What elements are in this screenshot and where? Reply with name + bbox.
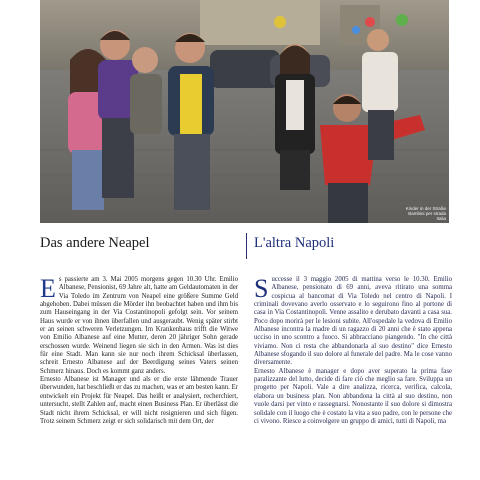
german-dropcap: E xyxy=(40,276,56,303)
german-paragraph-1: Es passierte am 3. Mai 2005 morgens gegen 10.30 Uhr. Emilio Albanese, Pensionist, 69 Jahre alt, hatte am Geldautomaten in der Via Toledo im Zentrum von Neapel eine größere Summe Geld abgehoben. Dabei müssen die Mörder ihn beobachtet haben und ihm bis zum Hauseingang in der Via Costantinopoli gefolgt sein. Vor seinem Haus wurde er von ihnen überfallen und ausgeraubt. Wenig später stirbt er an seinen schweren Verletzungen. Im Krankenhaus trifft die Witwe von Emilio Albanese auf eine Mutter, deren 20 jähriger Sohn gerade erschossen wurde. Weinend liegen sie sich in den Armen. Was ist dies für eine Stadt. Man kann sie nur noch ihrem Schicksal überlassen, schreit Ernesto Albanese auf der Beerdigung seines Vaters seinen Schmerz hinaus. Doch es kommt ganz anders. xyxy=(40,276,238,375)
column-divider xyxy=(246,233,247,259)
italian-paragraph-1: Successe il 3 maggio 2005 di mattina verso le 10.30. Emilio Albanese, pensionato di 69 anni, aveva ritirato una somma cospicua al bancomat di Via Toledo nel centro di Napoli. I criminali dovevano averlo osservato e lo seguirono fino al portone di casa in Via Costantinopoli. Venne assalito e derubato davanti a casa sua. Poco dopo morirà per le lesioni subite. All'ospedale la vedova di Emilio Albanese incontra la madre di un ragazzo di 20 anni che è stato appena ucciso in uno scontro a fuoco. Si abbracciano piangendo. "In che città viviamo. Non ci resta che abbandonarla al suo destino" dice Ernesto Albanese sfogando il suo dolore al funerale del padre. Ma le cose vanno diversamente. xyxy=(254,276,452,367)
italian-paragraph-2: Ernesto Albanese è manager e dopo aver superato la prima fase paralizzante del lutto, decide di fare ciò che meglio sa fare. Sviluppa un progetto per Napoli. Vale a dire analizza, ricerca, verifica, calcola, elabora un business plan. Non abbandona la città al suo destino, non vuole darsi per vinto e rassegnarsi. Nonostante il suo dolore si dimostra solidale con il luogo che è costato la vita a suo padre, con le persone che ci vivono. Riesce a coinvolgere un gruppo di amici, tutti di Napoli, ma xyxy=(254,367,452,425)
german-article xyxy=(40,276,238,444)
german-title: Das andere Neapel xyxy=(40,235,150,251)
article-photo xyxy=(40,0,449,223)
italian-article xyxy=(254,276,452,444)
italian-title: L'altra Napoli xyxy=(254,235,335,251)
children-street-photo xyxy=(40,0,449,223)
german-paragraph-2: Ernesto Albanese ist Manager und als er die erste lähmende Trauer überwunden, hat beschließt er das zu machen, was er am besten kann. Er entwickelt ein Projekt für Neapel. Das heißt er analysiert, recherchiert, untersucht, stellt Zahlen auf, macht einen Business Plan. Er überlässt die Stadt nicht ihrem Schicksal, er will nicht resignieren und sich fügen. Trotz seinem Schmerz zeigt er sich solidarisch mit dem Ort, der xyxy=(40,376,238,425)
photo-caption: Kinder in der Straße Bambini per strada Italia xyxy=(405,206,446,221)
italian-dropcap: S xyxy=(254,276,269,303)
